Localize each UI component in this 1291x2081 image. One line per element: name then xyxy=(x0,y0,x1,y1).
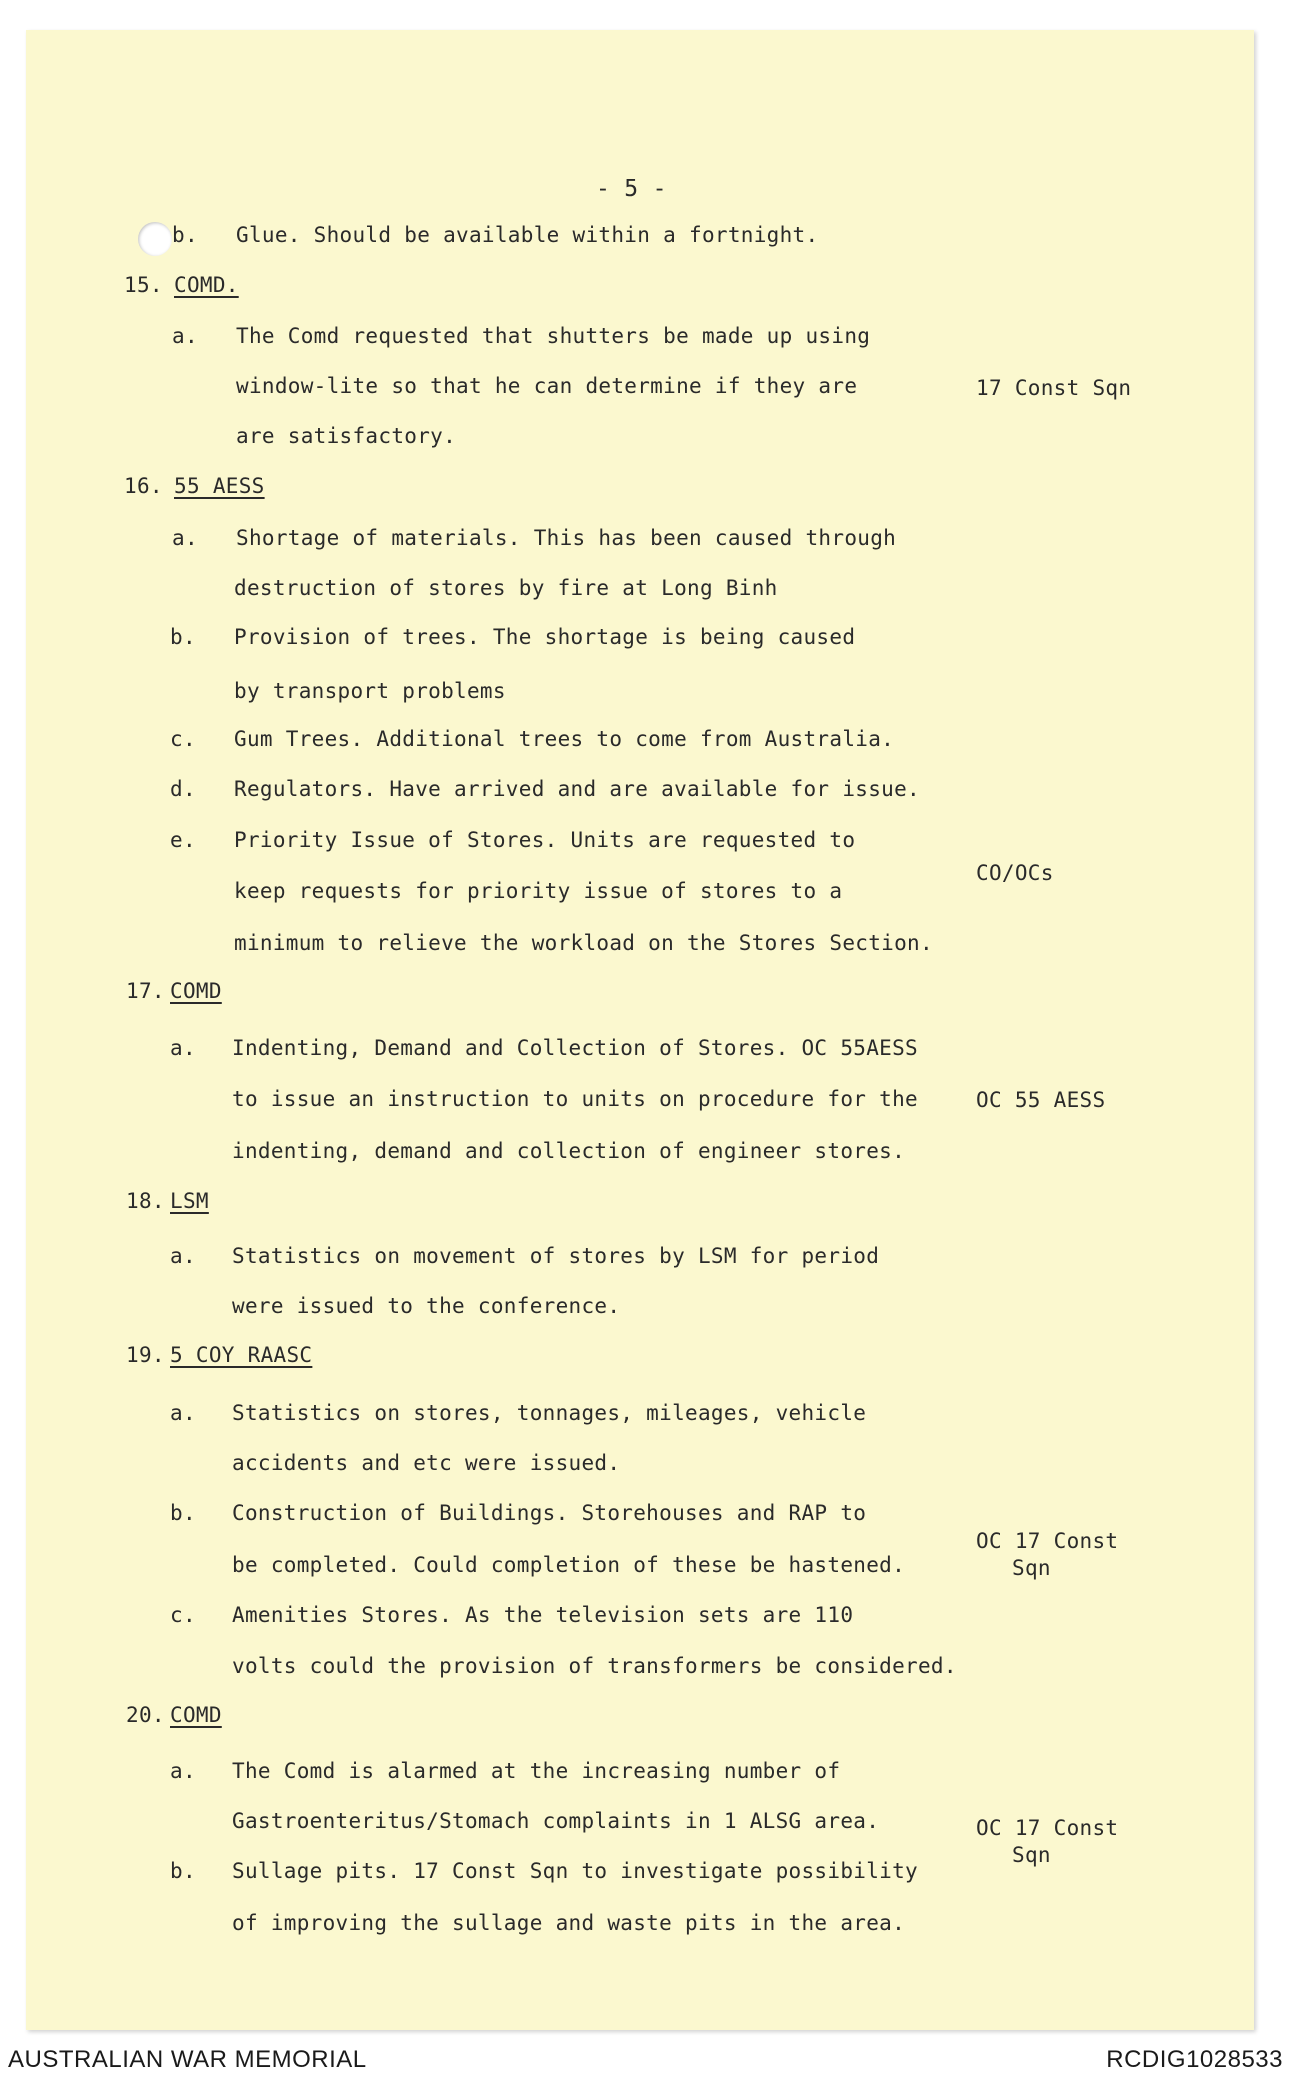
section-heading: 5 COY RAASC xyxy=(170,1343,313,1367)
text-line: by transport problems xyxy=(234,679,506,703)
text-line: Sullage pits. 17 Const Sqn to investigate possibility xyxy=(232,1859,918,1883)
archive-reference: RCDIG1028533 xyxy=(1106,2046,1283,2073)
text-line: The Comd requested that shutters be made up using xyxy=(236,324,871,348)
text-line: Regulators. Have arrived and are available for issue. xyxy=(234,777,920,801)
text-line: The Comd is alarmed at the increasing number of xyxy=(232,1759,841,1783)
text-line: 17. xyxy=(126,979,165,1003)
text-line: Construction of Buildings. Storehouses and RAP to xyxy=(232,1501,867,1525)
action-note: Sqn xyxy=(1012,1556,1051,1580)
text-line: minimum to relieve the workload on the Stores Section. xyxy=(234,931,933,955)
text-line: a. xyxy=(170,1759,196,1783)
text-line: c. xyxy=(170,727,196,751)
text-line: a. xyxy=(170,1036,196,1060)
text-line: be completed. Could completion of these be hastened. xyxy=(232,1553,906,1577)
punch-hole xyxy=(138,222,172,256)
text-line: Indenting, Demand and Collection of Stores. OC 55AESS xyxy=(232,1036,918,1060)
text-line: a. xyxy=(172,324,198,348)
section-heading: COMD xyxy=(170,979,222,1003)
text-line: a. xyxy=(172,526,198,550)
text-line: d. xyxy=(170,777,196,801)
text-line: 19. xyxy=(126,1343,165,1367)
text-line: b. xyxy=(170,625,196,649)
section-heading: COMD xyxy=(170,1703,222,1727)
text-line: a. xyxy=(170,1401,196,1425)
text-line: Gum Trees. Additional trees to come from Australia. xyxy=(234,727,895,751)
text-line: Statistics on stores, tonnages, mileages, vehicle xyxy=(232,1401,867,1425)
text-line: Statistics on movement of stores by LSM for period xyxy=(232,1244,880,1268)
text-line: Amenities Stores. As the television sets are 110 xyxy=(232,1603,854,1627)
text-line: 16. xyxy=(124,474,163,498)
action-note: CO/OCs xyxy=(976,861,1054,885)
text-line: Shortage of materials. This has been caused through xyxy=(236,526,897,550)
text-line: destruction of stores by fire at Long Binh xyxy=(234,576,778,600)
text-line: volts could the provision of transformers be considered. xyxy=(232,1654,957,1678)
action-note: OC 17 Const xyxy=(976,1529,1119,1553)
action-note: Sqn xyxy=(1012,1843,1051,1867)
text-line: c. xyxy=(170,1603,196,1627)
text-line: 20. xyxy=(126,1703,165,1727)
text-line: b. xyxy=(170,1859,196,1883)
text-line: are satisfactory. xyxy=(236,424,457,448)
section-heading: LSM xyxy=(170,1189,209,1213)
action-note: OC 17 Const xyxy=(976,1816,1119,1840)
text-line: window-lite so that he can determine if they are xyxy=(236,374,858,398)
text-line: b. xyxy=(172,223,198,247)
text-line: were issued to the conference. xyxy=(232,1294,621,1318)
text-line: 15. xyxy=(124,273,163,297)
section-heading: COMD. xyxy=(174,273,239,297)
text-line: Glue. Should be available within a fortnight. xyxy=(236,223,819,247)
archive-credit: AUSTRALIAN WAR MEMORIAL xyxy=(8,2046,367,2073)
text-line: e. xyxy=(170,828,196,852)
page-number: - 5 - xyxy=(596,176,667,202)
text-line: keep requests for priority issue of stores to a xyxy=(234,879,843,903)
action-note: 17 Const Sqn xyxy=(976,376,1132,400)
text-line: of improving the sullage and waste pits in the area. xyxy=(232,1911,906,1935)
section-heading: 55 AESS xyxy=(174,474,265,498)
text-line: a. xyxy=(170,1244,196,1268)
text-line: indenting, demand and collection of engineer stores. xyxy=(232,1139,906,1163)
action-note: OC 55 AESS xyxy=(976,1088,1106,1112)
text-line: Gastroenteritus/Stomach complaints in 1 ALSG area. xyxy=(232,1809,880,1833)
text-line: accidents and etc were issued. xyxy=(232,1451,621,1475)
text-line: Provision of trees. The shortage is being caused xyxy=(234,625,856,649)
text-line: b. xyxy=(170,1501,196,1525)
text-line: 18. xyxy=(126,1189,165,1213)
text-line: Priority Issue of Stores. Units are requested to xyxy=(234,828,856,852)
text-line: to issue an instruction to units on procedure for the xyxy=(232,1087,918,1111)
